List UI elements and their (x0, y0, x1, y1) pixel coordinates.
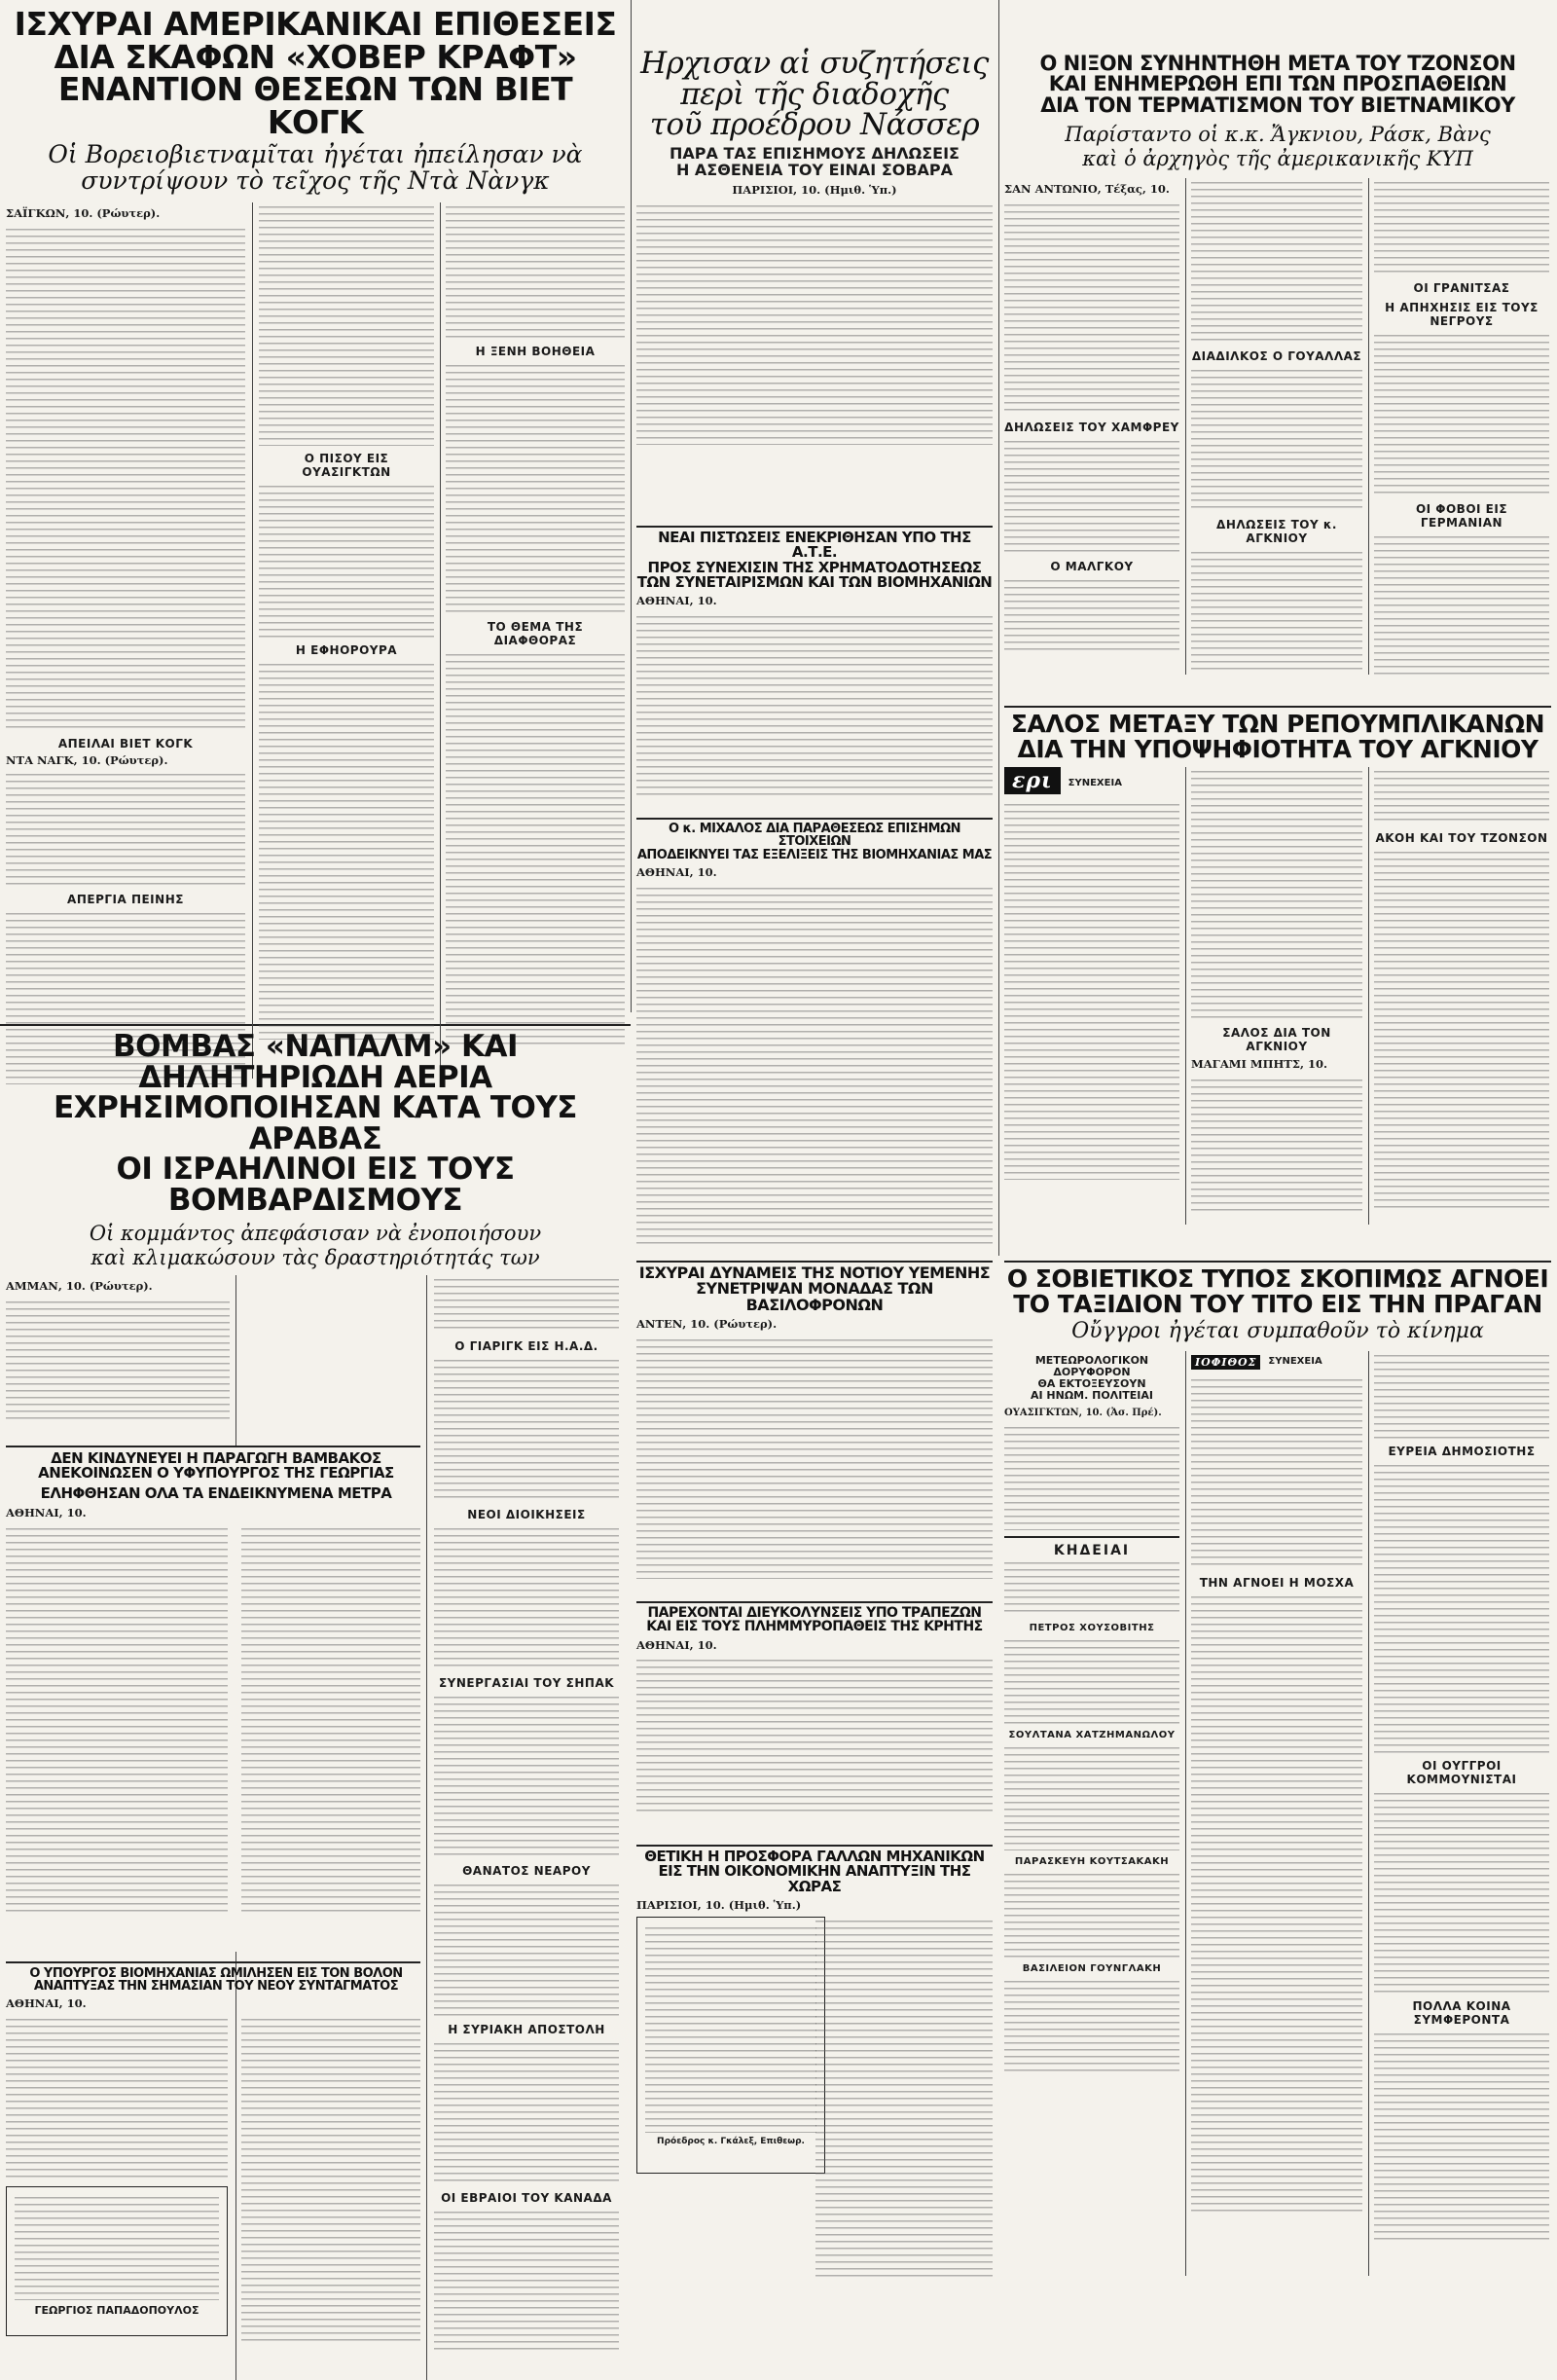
column-rule (1185, 767, 1186, 1225)
body-text (1004, 1636, 1179, 1724)
body-text (1191, 548, 1362, 675)
section-rule (1004, 706, 1551, 708)
body-text (1191, 767, 1362, 1020)
quote-text (645, 1923, 816, 2133)
dateline (1004, 1407, 1179, 1419)
headline-line-2: ΕΧΡΗΣΙΜΟΠΟΙΗΣΑΝ ΚΑΤΑ ΤΟΥΣ ΑΡΑΒΑΣ (54, 1090, 577, 1156)
dateline-text: ΜΑΓΑΜΙ ΜΠΗΤΣ, 10. (1191, 1057, 1328, 1071)
section-heading: Ο ΠΙΣΟΥ ΕΙΣ ΟΥΑΣΙΓΚΤΩΝ (302, 451, 391, 479)
headline-line-3: ΕΝΑΝΤΙΟΝ ΘΕΣΕΩΝ ΤΩΝ ΒΙΕΤ ΚΟΓΚ (57, 70, 573, 141)
headline-line-1: ΣΑΛΟΣ ΜΕΤΑΞΥ ΤΩΝ ΡΕΠΟΥΜΠΛΙΚΑΝΩΝ (1010, 710, 1545, 738)
headline-line-1: ΠΑΡΕΧΟΝΤΑΙ ΔΙΕΥΚΟΛΥΝΣΕΙΣ ΥΠΟ ΤΡΑΠΕΖΩΝ (647, 1605, 982, 1621)
column-rule (1185, 1351, 1186, 2276)
subheadline-line-2: καὶ ὁ ἀρχηγὸς τῆς ἀμερικανικῆς ΚΥΠ (1082, 147, 1473, 171)
headline-line-3: ΔΙΑ ΤΟΝ ΤΕΡΜΑΤΙΣΜΟΝ ΤΟΥ ΒΙΕΤΝΑΜΙΚΟΥ (1040, 92, 1515, 117)
headline-line-3: ΤΩΝ ΣΥΝΕΤΑΙΡΙΣΜΩΝ ΚΑΙ ΤΩΝ ΒΙΟΜΗΧΑΝΙΩΝ (636, 572, 993, 591)
headline-line-2: ΕΙΣ ΤΗΝ ΟΙΚΟΝΟΜΙΚΗΝ ΑΝΑΠΤΥΞΙΝ ΤΗΣ ΧΩΡΑΣ (658, 1862, 971, 1895)
article-nixon-johnson (1004, 54, 1551, 696)
signature: Πρόεδρος κ. Γκάλεξ, Επιθεωρ. (657, 2136, 805, 2146)
body-text (259, 482, 434, 638)
continuation-label: ΣΥΝΕΧΕΙΑ (1068, 778, 1122, 788)
dateline (636, 865, 993, 880)
body-text (434, 1693, 619, 1858)
body-text (636, 612, 993, 797)
body-text (434, 2039, 619, 2185)
signature: ΓΕΩΡΓΙΟΣ ΠΑΠΑΔΟΠΟΥΛΟΣ (34, 2304, 199, 2318)
body-text (1191, 1076, 1362, 1212)
article-tito-prague (1004, 1261, 1551, 2292)
body-text (1374, 2030, 1549, 2244)
body-text (434, 1356, 619, 1502)
body-text (434, 2208, 619, 2354)
body-text (259, 202, 434, 446)
body-text (241, 2015, 420, 2346)
headline-line-1: Ο ΝΙΞΟΝ ΣΥΝΗΝΤΗΘΗ ΜΕΤΑ ΤΟΥ ΤΖΟΝΣΟΝ (1039, 52, 1516, 75)
section-heading: ΟΙ ΓΡΑΝΙΤΣΑΣ (1413, 281, 1510, 296)
dateline-text: ΑΜΜΑΝ, 10. (Ρώυτερ). (6, 1278, 153, 1293)
article-michalos-industry (636, 818, 993, 1251)
headline-line-2: ΤΟ ΤΑΞΙΔΙΟΝ ΤΟΥ ΤΙΤΟ ΕΙΣ ΤΗΝ ΠΡΑΓΑΝ (1013, 1289, 1542, 1318)
dateline-text: ΑΘΗΝΑΙ, 10. (636, 1637, 717, 1652)
headline-line-2: ΚΑΙ ΕΙΣ ΤΟΥΣ ΠΛΗΜΜΥΡΟΠΑΘΕΙΣ ΤΗΣ ΚΡΗΤΗΣ (646, 1619, 983, 1635)
column-rule (1368, 767, 1369, 1225)
column-rule (1368, 1351, 1369, 2276)
dateline (636, 1638, 993, 1653)
obituary-name: ΣΟΥΛΤΑΝΑ ΧΑΤΖΗΜΑΝΩΛΟΥ (1008, 1729, 1176, 1740)
section-heading: ΔΙΑΔΙΛΚΟΣ Ο ΓΟΥΑΛΛΑΣ (1191, 349, 1362, 364)
section-heading: Η ΞΕΝΗ ΒΟΗΘΕΙΑ (475, 344, 596, 358)
column-rule (252, 202, 253, 1079)
section-heading: ΟΙ ΕΒΡΑΙΟΙ ΤΟΥ ΚΑΝΑΔΑ (441, 2190, 612, 2205)
quote-box (636, 1917, 825, 2174)
body-text (1004, 576, 1179, 654)
body-text (1374, 532, 1549, 678)
section-heading: ΟΙ ΦΟΒΟΙ ΕΙΣ ΓΕΡΜΑΝΙΑΝ (1415, 502, 1508, 531)
body-text (1191, 1593, 1362, 2215)
section-heading: ΠΟΛΛΑ ΚΟΙΝΑ ΣΥΜΦΕΡΟΝΤΑ (1412, 1999, 1511, 2028)
body-text (1374, 767, 1549, 825)
column-rule (998, 0, 999, 1256)
body-text (1191, 366, 1362, 512)
body-text (1004, 437, 1179, 554)
meteo-title-2: ΔΟΡΥΦΟΡΟΝ (1053, 1366, 1131, 1379)
section-rule (6, 1446, 420, 1447)
section-heading: ΑΠΕΡΓΙΑ ΠΕΙΝΗΣ (67, 892, 184, 906)
section-rule (636, 1601, 993, 1603)
subheadline: Οὔγγροι ἠγέται συμπαθοῦν τὸ κίνημα (1071, 1319, 1484, 1343)
headline-line-2: ΔΙΑ ΣΚΑΦΩΝ «ΧΟΒΕΡ ΚΡΑΦΤ» (54, 37, 577, 76)
headline-line-2: ΣΥΝΕΤΡΙΨΑΝ ΜΟΝΑΔΑΣ ΤΩΝ ΒΑΣΙΛΟΦΡΟΝΩΝ (696, 1279, 933, 1314)
deck-line-1: ΠΑΡΑ ΤΑΣ ΕΠΙΣΗΜΟΥΣ ΔΗΛΩΣΕΙΣ (670, 143, 960, 163)
dateline (6, 206, 245, 221)
section-heading: ΤΟ ΘΕΜΑ ΤΗΣ ΔΙΑΦΘΟΡΑΣ (487, 619, 584, 647)
headline-line-3: ΕΛΗΦΘΗΣΑΝ ΟΛΑ ΤΑ ΕΝΔΕΙΚΝΥΜΕΝΑ ΜΕΤΡΑ (40, 1484, 392, 1503)
article-french-engineers (636, 1845, 993, 2292)
body-text (1374, 178, 1549, 275)
headline-line-1: ΒΟΜΒΑΣ «ΝΑΠΑΛΜ» ΚΑΙ ΔΗΛΗΤΗΡΙΩΔΗ ΑΕΡΙΑ (112, 1029, 519, 1095)
body-text (6, 1298, 230, 1424)
section-heading: ΔΗΛΩΣΕΙΣ ΤΟΥ κ. ΑΓΚΝΙΟΥ (1216, 518, 1337, 546)
body-text (636, 1336, 993, 1579)
section-rule (636, 1261, 993, 1263)
body-text (636, 1656, 993, 1812)
body-text (446, 361, 625, 614)
headline-line-3: ΟΙ ΙΣΡΑΗΛΙΝΟΙ ΕΙΣ ΤΟΥΣ ΒΟΜΒΑΡΔΙΣΜΟΥΣ (116, 1152, 515, 1219)
dateline-text: ΑΘΗΝΑΙ, 10. (6, 1505, 87, 1520)
body-text (1004, 1870, 1179, 1958)
dateline (6, 1996, 426, 2011)
section-rule (1004, 1536, 1179, 1538)
section-heading: Η ΕΦΗΟΡΟΥΡΑ (295, 642, 398, 657)
dateline (6, 753, 245, 768)
body-text (1191, 178, 1362, 344)
section-heading: ΟΙ ΟΥΓΓΡΟΙ ΚΟΜΜΟΥΝΙΣΤΑΙ (1406, 1759, 1517, 1787)
headline-line-2: ΑΝΑΠΤΥΞΑΣ ΤΗΝ ΣΗΜΑΣΙΑΝ ΤΟΥ ΝΕΟΥ ΣΥΝΤΑΓΜΑΤΟΣ (33, 1979, 399, 1995)
body-text (6, 225, 245, 731)
obituary-name: ΒΑΣΙΛΕΙΟΝ ΓΟΥΝΓΛΑΚΗ (1022, 1962, 1162, 1974)
section-heading: ΕΥΡΕΙΑ ΔΗΜΟΣΙΟΤΗΣ (1388, 1445, 1536, 1459)
section-heading: ΑΚΟΗ ΚΑΙ ΤΟΥ ΤΖΟΝΣΟΝ (1375, 831, 1548, 845)
body-text (1004, 1558, 1179, 1617)
section-rule (636, 1845, 993, 1847)
section-heading: ΑΠΕΙΛΑΙ ΒΙΕΤ ΚΟΓΚ (57, 736, 194, 751)
body-text (6, 1524, 228, 1914)
headline-line-1: Ο ΥΠΟΥΡΓΟΣ ΒΙΟΜΗΧΑΝΙΑΣ ΩΜΙΛΗΣΕΝ ΕΙΣ ΤΟΝ ΒΟΛΟΝ (29, 1965, 403, 1981)
body-text (1374, 1351, 1549, 1439)
headline-line-1: Ηρχισαν αἱ συζητήσεις (640, 46, 989, 81)
column-rule (1368, 178, 1369, 675)
continuation-label: ΣΥΝΕΧΕΙΑ (1268, 1356, 1322, 1368)
column-rule (426, 1275, 427, 2380)
section-heading: ΣΥΝΕΡΓΑΣΙΑΙ ΤΟΥ ΣΗΠΑΚ (438, 1675, 615, 1690)
meteo-title-1: ΜΕΤΕΩΡΟΛΟΓΙΚΟΝ (1034, 1354, 1149, 1368)
body-text (6, 770, 245, 887)
dateline (1191, 1057, 1362, 1072)
section-heading: ΤΗΝ ΑΓΝΟΕΙ Η ΜΟΣΧΑ (1199, 1576, 1355, 1591)
dateline-text: ΝΤΑ ΝΑΓΚ, 10. (Ρώυτερ). (6, 752, 168, 767)
obituaries-title: ΚΗΔΕΙΑΙ (1053, 1542, 1131, 1558)
headline-line-1: ΔΕΝ ΚΙΝΔΥΝΕΥΕΙ Η ΠΑΡΑΓΩΓΗ ΒΑΜΒΑΚΟΣ (51, 1448, 381, 1467)
obituary-name: ΠΕΤΡΟΣ ΧΟΥΣΟΒΙΤΗΣ (1029, 1622, 1155, 1633)
headline-line-1: ΝΕΑΙ ΠΙΣΤΩΣΕΙΣ ΕΝΕΚΡΙΘΗΣΑΝ ΥΠΟ ΤΗΣ Α.Τ.Ε. (658, 529, 971, 562)
body-text (815, 1917, 993, 2277)
newspaper-logo: ΙΟΦΙΘΟΣ (1191, 1355, 1260, 1370)
subheadline-line-1: Οἱ κομμάντος ἀπεφάσισαν νὰ ἐνοποιήσουν (89, 1221, 542, 1245)
headline-line-1: Ο κ. ΜΙΧΑΛΟΣ ΔΙΑ ΠΑΡΑΘΕΣΕΩΣ ΕΠΙΣΗΜΩΝ ΣΤΟΙΧΕΙΩΝ (668, 822, 961, 850)
headline-line-1: ΙΣΧΥΡΑΙ ΑΜΕΡΙΚΑΝΙΚΑΙ ΕΠΙΘΕΣΕΙΣ (14, 5, 617, 43)
body-text (446, 202, 625, 339)
dateline (6, 1279, 230, 1294)
deck-line-2: Η ΑΣΘΕΝΕΙΑ ΤΟΥ ΕΙΝΑΙ ΣΟΒΑΡΑ (675, 161, 954, 180)
body-text (1191, 1375, 1362, 1570)
section-heading: ΝΕΟΙ ΔΙΟΙΚΗΣΕΙΣ (467, 1507, 586, 1521)
dateline (636, 1317, 993, 1332)
body-text (1374, 1789, 1549, 1994)
headline-line-2: ΑΝΕΚΟΙΝΩΣΕΝ Ο ΥΦΥΠΟΥΡΓΟΣ ΤΗΣ ΓΕΩΡΓΙΑΣ (38, 1464, 394, 1483)
dateline (6, 1506, 426, 1520)
body-text (1004, 1977, 1179, 2074)
dateline-text: ΑΝΤΕΝ, 10. (Ρώυτερ). (636, 1316, 778, 1331)
body-text (6, 2015, 228, 2180)
body-text (1004, 1423, 1179, 1530)
body-text (1004, 800, 1179, 1180)
meteo-title-3: ΘΑ ΕΚΤΟΞΕΥΣΟΥΝ (1037, 1377, 1146, 1391)
dateline (636, 1898, 993, 1913)
dateline-text: ΣΑΪΓΚΩΝ, 10. (Ρώυτερ). (6, 205, 161, 220)
subheadline-line-2: καὶ κλιμακώσουν τὰς δραστηριότητάς των (91, 1245, 540, 1269)
headline-line-2: περὶ τῆς διαδοχῆς (680, 76, 949, 112)
dateline-text: ΠΑΡΙΣΙΟΙ, 10. (Ημιθ. Ὑπ.) (732, 183, 897, 198)
headline-line-3: τοῦ προέδρου Νάσσερ (649, 107, 980, 143)
article-nasser-succession (636, 46, 993, 516)
section-heading: Ο ΜΑΛΓΚΟΥ (1050, 560, 1134, 574)
section-rule (1004, 1261, 1551, 1263)
headline-line-2: ΠΡΟΣ ΣΥΝΕΧΙΣΙΝ ΤΗΣ ΧΡΗΜΑΤΟΔΟΤΗΣΕΩΣ (647, 558, 982, 576)
section-heading: ΣΑΛΟΣ ΔΙΑ ΤΟΝ ΑΓΚΝΙΟΥ (1222, 1026, 1331, 1053)
subheadline: Οἱ Βορειοβιετναμῖται ἠγέται ἠπείλησαν νὰ συντρίψουν τὸ τεῖχος τῆς Ντὰ Νὰνγκ (48, 139, 583, 196)
section-rule (636, 526, 993, 528)
headline-line-1: Ο ΣΟΒΙΕΤΙΚΟΣ ΤΥΠΟΣ ΣΚΟΠΙΜΩΣ ΑΓΝΟΕΙ (1006, 1264, 1549, 1293)
body-text (636, 201, 993, 445)
dateline-text: ΣΑΝ ΑΝΤΩΝΙΟ, Τέξας, 10. (1004, 182, 1170, 197)
column-rule (440, 202, 441, 1079)
body-text (259, 660, 434, 1040)
article-republican-agnew (1004, 706, 1551, 1251)
newspaper-logo: ερι (1004, 767, 1061, 794)
obituary-name: ΠΑΡΑΣΚΕΥΗ ΚΟΥΤΣΑΚΑΚΗ (1014, 1855, 1170, 1867)
column-rule (631, 0, 632, 1012)
dateline-text: ΠΑΡΙΣΙΟΙ, 10. (Ημιθ. Ὑπ.) (636, 1897, 802, 1912)
headline-line-2: ΚΑΙ ΕΝΗΜΕΡΩΘΗ ΕΠΙ ΤΩΝ ΠΡΟΣΠΑΘΕΙΩΝ (1048, 72, 1507, 96)
section-heading: ΘΑΝΑΤΟΣ ΝΕΑΡΟΥ (462, 1863, 591, 1878)
quote-box (6, 2186, 228, 2336)
body-text (241, 1524, 420, 1914)
body-text (1004, 201, 1179, 415)
body-text (1374, 848, 1549, 1208)
body-text (1374, 331, 1549, 496)
dateline-text: ΑΘΗΝΑΙ, 10. (6, 1996, 87, 2011)
headline-line-2: ΔΙΑ ΤΗΝ ΥΠΟΨΗΦΙΟΤΗΤΑ ΤΟΥ ΑΓΚΝΙΟΥ (1017, 734, 1539, 763)
headline-line-1: ΘΕΤΙΚΗ Η ΠΡΟΣΦΟΡΑ ΓΑΛΛΩΝ ΜΗΧΑΝΙΚΩΝ (644, 1848, 985, 1865)
column-rule (1185, 178, 1186, 675)
article-ate-credits (636, 526, 993, 808)
headline-line-2: ΑΠΟΔΕΙΚΝΥΕΙ ΤΑΣ ΕΞΕΛΙΞΕΙΣ ΤΗΣ ΒΙΟΜΗΧΑΝΙΑΣ ΜΑΣ (636, 847, 993, 862)
dateline (1004, 182, 1179, 197)
body-text (434, 1275, 619, 1334)
dateline (636, 594, 993, 608)
section-heading: ΔΗΛΩΣΕΙΣ ΤΟΥ ΧΑΜΦΡΕΥ (1004, 421, 1179, 435)
body-text (446, 650, 625, 1049)
article-napalm (6, 1029, 625, 2318)
dateline-text: ΟΥΑΣΙΓΚΤΩΝ, 10. (Ἀσ. Πρέ). (1004, 1407, 1162, 1418)
dateline-text: ΑΘΗΝΑΙ, 10. (636, 594, 717, 608)
section-heading: Η ΣΥΡΙΑΚΗ ΑΠΟΣΤΟΛΗ (448, 2022, 605, 2036)
body-text (1004, 1743, 1179, 1850)
section-heading: Η ΑΠΗΧΗΣΙΣ ΕΙΣ ΤΟΥΣ ΝΕΓΡΟΥΣ (1385, 301, 1539, 329)
body-text (434, 1524, 619, 1670)
dateline-text: ΑΘΗΝΑΙ, 10. (636, 864, 717, 879)
body-text (1374, 1461, 1549, 1753)
dateline (636, 183, 993, 198)
section-rule (636, 818, 993, 820)
subheadline-line-1: Παρίσταντο οἱ κ.κ. Ἄγκνιου, Ράσκ, Βὰνς (1065, 123, 1491, 147)
article-yemen (636, 1261, 993, 1592)
meteo-title-4: ΑΙ ΗΝΩΜ. ΠΟΛΙΤΕΙΑΙ (1030, 1389, 1154, 1403)
article-american-attacks (6, 5, 625, 1025)
quote-text (15, 2193, 219, 2300)
section-rule (6, 1961, 420, 1963)
body-text (434, 1881, 619, 2017)
section-heading: Ο ΓΙΑΡΙΓΚ ΕΙΣ Η.Α.Δ. (454, 1338, 598, 1353)
headline-line-1: ΙΣΧΥΡΑΙ ΔΥΝΑΜΕΙΣ ΤΗΣ ΝΟΤΙΟΥ ΥΕΜΕΝΗΣ (638, 1263, 991, 1282)
article-crete-floods (636, 1601, 993, 1835)
body-text (636, 884, 993, 1244)
